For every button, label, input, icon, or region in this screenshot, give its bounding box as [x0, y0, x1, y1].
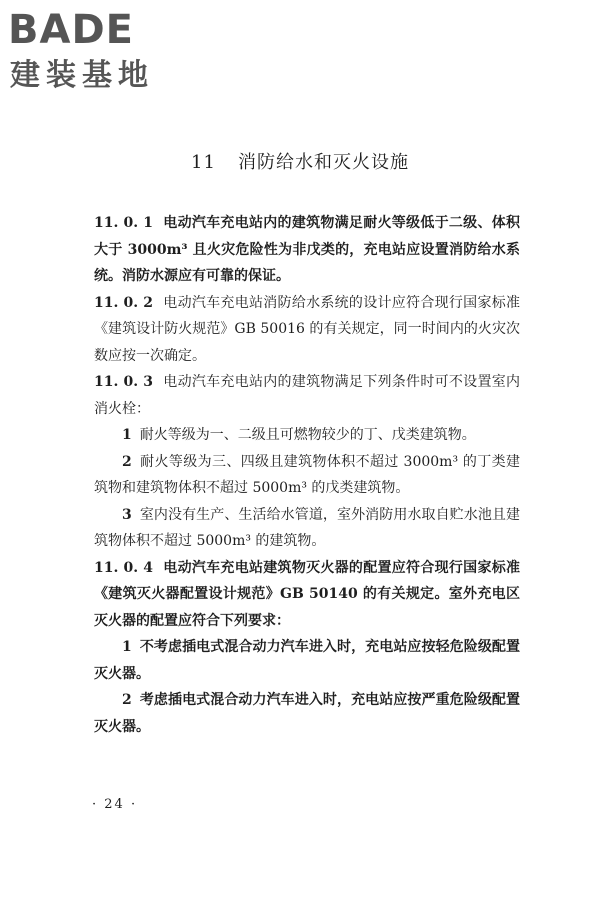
clause-number: 11. 0. 1 [94, 215, 154, 231]
item-number: 1 [122, 639, 132, 655]
item-number: 1 [122, 427, 132, 443]
clause-11-0-3 [94, 369, 520, 422]
logo-subtitle: 建装基地 [10, 58, 154, 93]
clause-text: 电动汽车充电站内的建筑物满足耐火等级低于二级、体积大于 3000m³ 且火灾危险性为非戊类的，充电站应设置消防给水系统。消防水源应有可靠的保证。 [94, 215, 521, 284]
clause-11-0-1 [94, 210, 520, 290]
clause-number: 11. 0. 3 [94, 374, 154, 390]
item-number: 2 [122, 692, 132, 708]
item-text: 耐火等级为一、二级且可燃物较少的丁、戊类建筑物。 [139, 427, 476, 443]
logo-wordmark: BADE [8, 7, 134, 53]
clause-item [94, 422, 520, 449]
chapter-title-text: 消防给水和灭火设施 [237, 152, 409, 173]
chapter-number: 11 [191, 152, 216, 173]
clause-item [94, 449, 520, 502]
document-body [94, 210, 520, 740]
clause-text: 电动汽车充电站消防给水系统的设计应符合现行国家标准《建筑设计防火规范》GB 50016 的有关规定，同一时间内的火灾次数应按一次确定。 [94, 294, 521, 364]
item-text: 室内没有生产、生活给水管道，室外消防用水取自贮水池且建筑物体积不超过 5000m³ 的建筑物。 [94, 506, 520, 549]
clause-number: 11. 0. 4 [94, 559, 154, 576]
item-text: 不考虑插电式混合动力汽车进入时，充电站应按轻危险级配置灭火器。 [94, 639, 520, 682]
clause-number: 11. 0. 2 [94, 294, 154, 311]
clause-11-0-4 [94, 555, 520, 635]
item-number: 2 [122, 453, 132, 470]
item-number: 3 [122, 506, 132, 523]
clause-text: 电动汽车充电站建筑物灭火器的配置应符合现行国家标准《建筑灭火器配置设计规范》GB 50140 的有关规定。室外充电区灭火器的配置应符合下列要求： [94, 559, 521, 629]
clause-item [94, 502, 520, 555]
clause-text: 电动汽车充电站内的建筑物满足下列条件时可不设置室内消火栓： [94, 374, 521, 417]
clause-item [94, 687, 520, 740]
clause-item [94, 634, 520, 687]
page-number: · 24 · [92, 797, 138, 812]
clause-11-0-2 [94, 290, 520, 370]
item-text: 考虑插电式混合动力汽车进入时，充电站应按严重危险级配置灭火器。 [94, 692, 520, 735]
logo [8, 6, 178, 96]
chapter-title [0, 148, 600, 174]
item-text: 耐火等级为三、四级且建筑物体积不超过 3000m³ 的丁类建筑物和建筑物体积不超过 5000m³ 的戊类建筑物。 [94, 453, 520, 496]
